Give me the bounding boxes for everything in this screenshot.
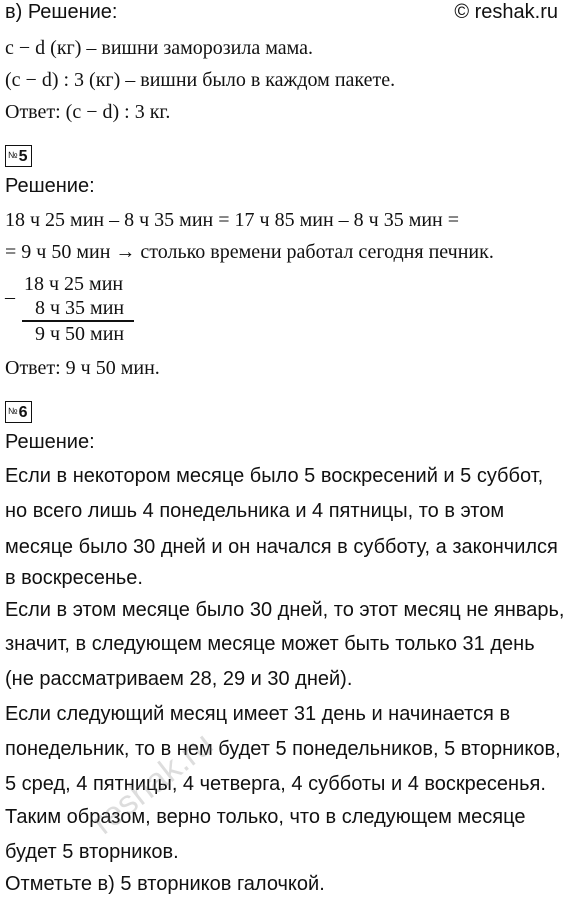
task-6-line: Если в некотором месяце было 5 воскресений и 5 суббот, xyxy=(5,465,544,487)
task-6-line: в воскресенье. xyxy=(5,567,143,589)
task-6-line: но всего лишь 4 понедельника и 4 пятницы, то в этом xyxy=(5,500,505,522)
task-5-badge: №5 xyxy=(5,145,32,167)
task-5-equation-line-2: = 9 ч 50 мин → столько времени работал сегодня печник. xyxy=(5,241,494,263)
task-6-line: (не рассматриваем 28, 29 и 30 дней). xyxy=(5,668,353,690)
task-6-solution-label: Решение: xyxy=(5,431,95,453)
task-5-answer: Ответ: 9 ч 50 мин. xyxy=(5,357,160,379)
column-minuend: 18 ч 25 мин xyxy=(24,273,124,295)
part-v-answer: Ответ: (c − d) : 3 кг. xyxy=(5,101,171,123)
task-6-line: понедельник, то в нем будет 5 понедельников, 5 вторников, xyxy=(5,738,561,760)
part-v-heading: в) Решение: xyxy=(5,1,118,23)
task-6-line: Таким образом, верно только, что в следующем месяце xyxy=(5,806,526,828)
part-v-line-2: (c − d) : 3 (кг) – вишни было в каждом пакете. xyxy=(5,69,396,91)
column-minus-sign: – xyxy=(5,286,15,308)
task-6-badge: №6 xyxy=(5,401,32,423)
column-result: 9 ч 50 мин xyxy=(35,323,125,345)
task-6-line: 5 сред, 4 пятницы, 4 четверга, 4 субботы и 4 воскресенья. xyxy=(5,773,546,795)
watermark: © reshak.ru xyxy=(454,1,558,23)
task-6-line: месяце было 30 дней и он начался в субботу, а закончился xyxy=(5,536,558,558)
task-6-line: Если в этом месяце было 30 дней, то этот месяц не январь, xyxy=(5,599,565,621)
part-v-line-1: c − d (кг) – вишни заморозила мама. xyxy=(5,37,314,59)
task-5-solution-label: Решение: xyxy=(5,175,95,197)
task-5-equation-line-1: 18 ч 25 мин – 8 ч 35 мин = 17 ч 85 мин – 8 ч 35 мин = xyxy=(5,209,460,231)
task-6-line: будет 5 вторников. xyxy=(5,841,179,863)
task-6-line: значит, в следующем месяце может быть только 31 день xyxy=(5,633,535,655)
task-6-line: Если следующий месяц имеет 31 день и начинается в xyxy=(5,703,511,725)
column-subtrahend: 8 ч 35 мин xyxy=(35,297,125,319)
task-6-line: Отметьте в) 5 вторников галочкой. xyxy=(5,873,325,895)
diagonal-watermark: reshak.ru xyxy=(85,724,221,842)
